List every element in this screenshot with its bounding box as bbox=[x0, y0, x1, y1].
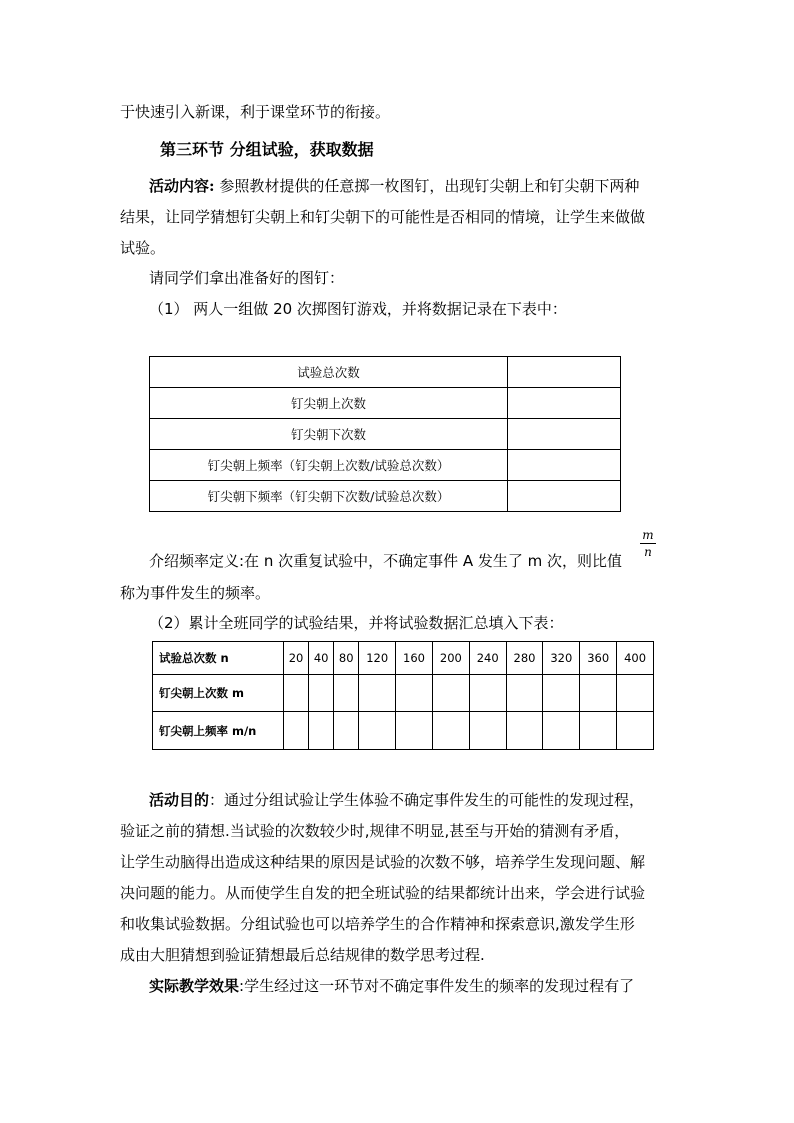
fraction-m-over-n bbox=[640, 528, 656, 559]
text-line: 验证之前的猜想.当试验的次数较少时,规律不明显,甚至与开始的猜测有矛盾， bbox=[120, 822, 630, 840]
text-line: 决问题的能力。从而使学生自发的把全班试验的结果都统计出来，学会进行试验 bbox=[120, 884, 646, 902]
table-cell-empty bbox=[508, 481, 621, 512]
table-cell-empty bbox=[396, 712, 433, 750]
table-cell-empty bbox=[432, 712, 469, 750]
trial-count-cell: 200 bbox=[432, 642, 469, 675]
table-cell-empty bbox=[508, 450, 621, 481]
section-title: 第三环节 分组试验，获取数据 bbox=[160, 140, 374, 159]
text-line: 和收集试验数据。分组试验也可以培养学生的合作精神和探索意识,激发学生形 bbox=[120, 915, 635, 933]
activity-text: 参照教材提供的任意掷一枚图钉，出现钉尖朝上和钉尖朝下两种 bbox=[214, 177, 640, 195]
table-row bbox=[150, 481, 621, 512]
table-header-cell: 钉尖朝上频率 m/n bbox=[153, 712, 284, 750]
text-line: 于快速引入新课，利于课堂环节的衔接。 bbox=[120, 103, 391, 121]
table-cell-empty bbox=[469, 712, 506, 750]
activity-paragraph-line bbox=[149, 176, 639, 196]
trial-count-cell: 280 bbox=[506, 642, 543, 675]
effect-paragraph-line bbox=[149, 976, 634, 996]
table-cell-empty bbox=[334, 712, 359, 750]
trial-count-cell: 120 bbox=[359, 642, 396, 675]
text-line: 成由大胆猜想到验证猜想最后总结规律的数学思考过程. bbox=[120, 946, 485, 964]
table-cell-empty bbox=[284, 712, 309, 750]
table-row bbox=[153, 642, 654, 675]
table-cell: 钉尖朝下频率（钉尖朝下次数/试验总次数） bbox=[150, 481, 508, 512]
table-cell-empty bbox=[617, 675, 654, 712]
table-cell-empty bbox=[359, 675, 396, 712]
purpose-paragraph-line bbox=[149, 790, 644, 810]
trial-count-cell: 20 bbox=[284, 642, 309, 675]
table-cell-empty bbox=[617, 712, 654, 750]
effect-label: 实际教学效果 bbox=[149, 977, 240, 995]
step-2-instruction: （2）累计全班同学的试验结果，并将试验数据汇总填入下表： bbox=[149, 614, 564, 632]
trial-count-cell: 80 bbox=[334, 642, 359, 675]
table-row bbox=[150, 419, 621, 450]
pair-trial-table bbox=[149, 356, 621, 512]
table-cell: 钉尖朝下次数 bbox=[150, 419, 508, 450]
trial-count-cell: 320 bbox=[543, 642, 580, 675]
table-row bbox=[150, 388, 621, 419]
table-row bbox=[150, 357, 621, 388]
trial-count-cell: 360 bbox=[580, 642, 617, 675]
trial-count-cell: 40 bbox=[309, 642, 334, 675]
activity-label: 活动内容: bbox=[149, 177, 215, 195]
trial-count-cell: 160 bbox=[396, 642, 433, 675]
trial-count-cell: 400 bbox=[617, 642, 654, 675]
text-line: 试验。 bbox=[120, 239, 166, 257]
text-line: 称为事件发生的频率。 bbox=[120, 584, 271, 602]
trial-count-cell: 240 bbox=[469, 642, 506, 675]
fraction-numerator: m bbox=[642, 528, 654, 542]
purpose-label: 活动目的 bbox=[149, 791, 210, 809]
table-header-cell: 钉尖朝上次数 m bbox=[153, 675, 284, 712]
table-cell-empty bbox=[508, 419, 621, 450]
table-cell-empty bbox=[543, 712, 580, 750]
table-cell-empty bbox=[580, 712, 617, 750]
table-cell-empty bbox=[309, 712, 334, 750]
class-summary-table bbox=[152, 641, 654, 750]
table-cell-empty bbox=[284, 675, 309, 712]
table-cell: 试验总次数 bbox=[150, 357, 508, 388]
table-cell: 钉尖朝上频率（钉尖朝上次数/试验总次数） bbox=[150, 450, 508, 481]
purpose-text: ：通过分组试验让学生体验不确定事件发生的可能性的发现过程， bbox=[209, 791, 645, 809]
text-line: 结果，让同学猜想钉尖朝上和钉尖朝下的可能性是否相同的情境，让学生来做做 bbox=[120, 208, 646, 226]
fraction-bar bbox=[640, 543, 656, 544]
table-cell-empty bbox=[543, 675, 580, 712]
text-line: 请同学们拿出准备好的图钉： bbox=[149, 269, 345, 287]
table-cell-empty bbox=[506, 675, 543, 712]
table-cell-empty bbox=[334, 675, 359, 712]
table-cell-empty bbox=[396, 675, 433, 712]
table-cell-empty bbox=[508, 388, 621, 419]
table-cell-empty bbox=[309, 675, 334, 712]
step-1-instruction: （1） 两人一组做 20 次掷图钉游戏，并将数据记录在下表中： bbox=[149, 300, 567, 318]
text-line: 让学生动脑得出造成这种结果的原因是试验的次数不够，培养学生发现问题、解 bbox=[120, 853, 646, 871]
table-cell-empty bbox=[506, 712, 543, 750]
table-header-cell: 试验总次数 n bbox=[153, 642, 284, 675]
table-row bbox=[153, 675, 654, 712]
table-cell-empty bbox=[359, 712, 396, 750]
table-row bbox=[153, 712, 654, 750]
effect-text: :学生经过这一环节对不确定事件发生的频率的发现过程有了 bbox=[239, 977, 635, 995]
frequency-definition-line: 介绍频率定义:在 n 次重复试验中，不确定事件 A 发生了 m 次，则比值 bbox=[149, 552, 623, 570]
table-row bbox=[150, 450, 621, 481]
table-cell-empty bbox=[432, 675, 469, 712]
table-cell-empty bbox=[469, 675, 506, 712]
fraction-denominator: n bbox=[644, 545, 652, 559]
table-cell-empty bbox=[508, 357, 621, 388]
table-cell-empty bbox=[580, 675, 617, 712]
table-cell: 钉尖朝上次数 bbox=[150, 388, 508, 419]
